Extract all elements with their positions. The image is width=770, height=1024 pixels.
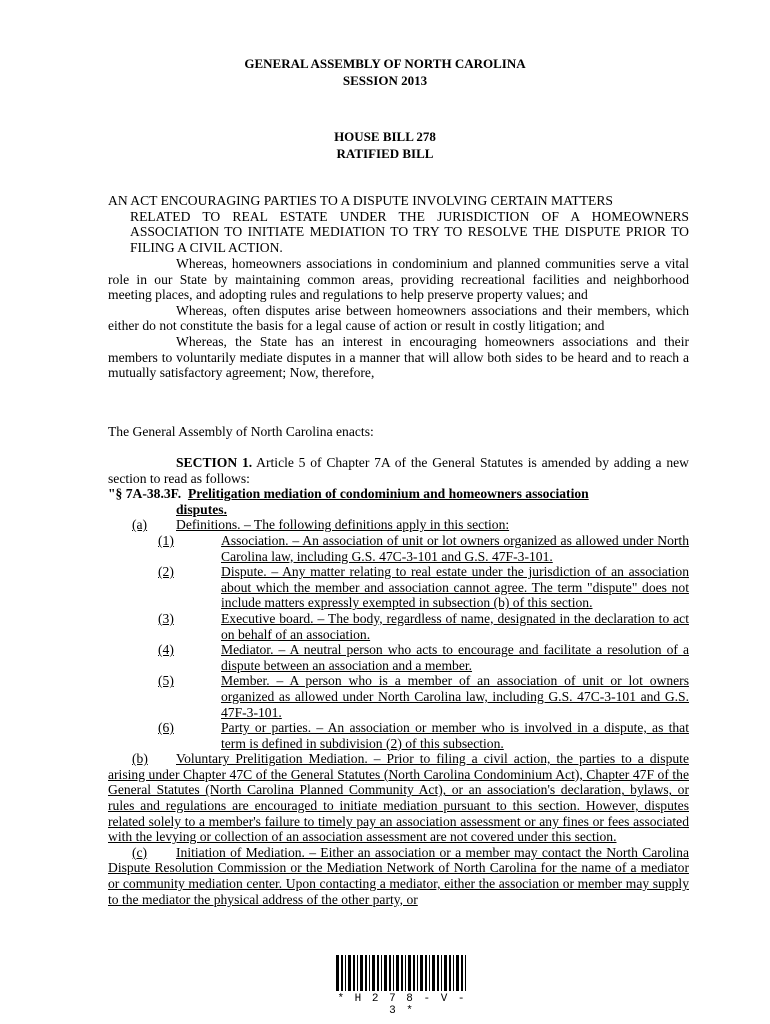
barcode-bar [393,955,394,991]
barcode-caption: * H 2 7 8 - V - 3 * [337,993,467,1017]
barcode-bar [405,955,406,991]
definition-text: Member. – A person who is a member of an association of unit or lot owners organized as allowed under North Carolina law, including G.S. 47C-3-101 and G.S. 47F-3-101. [221,673,689,720]
definition-label: (5) [158,673,174,689]
definition-text: Mediator. – A neutral person who acts to encourage and facilitate a resolution of a dispute between an association and a member. [221,642,689,673]
barcode-bar [425,955,427,991]
bill-status: RATIFIED BILL [336,146,434,161]
barcode-bar [449,955,451,991]
section-1 [108,455,689,907]
barcode-bar [432,955,435,991]
barcode-bar [345,955,346,991]
definition-text: Party or parties. – An association or member who is involved in a dispute, as that term is defined in subdivision (2) of this subsection. [221,720,689,751]
barcode-bar [353,955,355,991]
statute-title: Prelitigation mediation of condominium and homeowners association [187,486,589,502]
barcode-bar [441,955,442,991]
subsection-b [108,751,689,845]
barcode-bar [341,955,343,991]
whereas-clause: Whereas, the State has an interest in encouraging homeowners associations and their members to voluntarily mediate disputes in a manner that will allow both sides to be heard and to reach a mutually satisfactory agreement; Now, therefore, [108,333,689,381]
whereas-clause: Whereas, often disputes arise between homeowners associations and their members, which either do not constitute the basis for a legal cause of action or result in costly litigation; and [108,302,689,334]
whereas-clause: Whereas, homeowners associations in condominium and planned communities serve a vital role in our State by maintaining common areas, providing recreational facilities and neighborhood meeting places, and adopting rules and regulations to help preserve property values; and [108,256,689,303]
act-title [108,193,689,255]
subsection-b-text: Voluntary Prelitigation Mediation. – Prior to filing a civil action, the parties to a dispute arising under Chapter 47C of the General Statutes (North Carolina Condominium Act), Chapter 47F of the General Statutes (North Carolina Planned Community Act), or an association's declaration, bylaws, or rules and regulations are encouraged to initiate mediation pursuant to this section. However, disputes related solely to a member's failure to timely pay an association assessment or any fines or fees associated with the levying or collection of an association assessment are not covered under this section. [108,751,689,845]
barcode-bar [384,955,387,991]
barcode-bar [453,955,454,991]
barcode-bar [369,955,370,991]
subsection-b-label: (b) [132,751,148,767]
bill-header [0,128,770,162]
assembly-header [0,55,770,89]
subsection-a [108,517,689,533]
barcode-bar [396,955,399,991]
statute-heading-continuation: disputes. [176,501,227,517]
section-1-text: Article 5 of Chapter 7A of the General Statutes is amended by adding a new section to read as follows: [108,455,689,486]
subsection-c [108,845,689,907]
definition-item [108,611,689,642]
barcode-bar [413,955,415,991]
barcode-bar [461,955,463,991]
subsection-c-text: Initiation of Mediation. – Either an association or a member may contact the North Carolina Dispute Resolution Commission or the Mediation Network of North Carolina for the name of a mediator or community mediation center. Upon contacting a mediator, either the association or member may supply to the mediator the physical address of the other party, or [108,844,689,907]
enacting-clause: The General Assembly of North Carolina enacts: [108,424,374,439]
barcode-bar [372,955,375,991]
statute-number: "§ 7A-38.3F. [108,486,182,502]
definition-text: Executive board. – The body, regardless of name, designated in the declaration to act on behalf of an association. [221,610,689,642]
definition-label: (2) [158,564,174,580]
barcode-bar [365,955,367,991]
session-year: SESSION 2013 [342,73,428,88]
definition-text: Association. – An association of unit or lot owners organized as allowed under North Carolina law, including G.S. 47C-3-101 and G.S. 47F-3-101. [221,532,689,564]
definition-item [108,564,689,611]
barcode-bar [437,955,439,991]
bill-number: HOUSE BILL 278 [334,129,436,144]
barcode-bar [357,955,358,991]
barcode-bar [420,955,423,991]
section-1-intro [108,455,689,486]
statute-heading [108,486,689,502]
barcode-bar [381,955,382,991]
barcode-bar [401,955,403,991]
definition-text: Dispute. – Any matter relating to real estate under the jurisdiction of an association about which the member and association cannot agree. The term "dispute" does not include matters expressly exempted in subsection (b) of this section. [221,564,689,611]
subsection-a-label: (a) [132,517,148,533]
section-1-label: SECTION 1. [176,455,253,470]
act-title-continuation: RELATED TO REAL ESTATE UNDER THE JURISDICTION OF A HOMEOWNERS ASSOCIATION TO INITIATE MEDIATION TO TRY TO RESOLVE THE DISPUTE PRIOR TO FILING A CIVIL ACTION. [130,208,689,255]
subsection-c-label: (c) [132,844,148,860]
barcode-bar [389,955,391,991]
barcode-bar [456,955,459,991]
definition-label: (6) [158,720,174,736]
definition-item [108,533,689,564]
barcode-bar [377,955,379,991]
barcode-bar [429,955,430,991]
subsection-a-text: Definitions. – The following definitions apply in this section: [176,517,510,533]
definition-item [108,720,689,751]
barcode-bar [444,955,447,991]
definition-item [108,642,689,673]
definition-label: (3) [158,610,174,626]
assembly-name: GENERAL ASSEMBLY OF NORTH CAROLINA [244,56,526,71]
barcode-bar [348,955,351,991]
act-title-first-line: AN ACT ENCOURAGING PARTIES TO A DISPUTE INVOLVING CERTAIN MATTERS [108,193,613,208]
barcode-bar [417,955,418,991]
barcode-bar [408,955,411,991]
definition-label: (4) [158,642,174,658]
preamble [108,256,689,381]
barcode-bar [336,955,339,991]
barcode-bar [465,955,466,991]
barcode-image [336,955,468,991]
definition-item [108,673,689,720]
barcode-bar [360,955,363,991]
definition-label: (1) [158,532,174,548]
